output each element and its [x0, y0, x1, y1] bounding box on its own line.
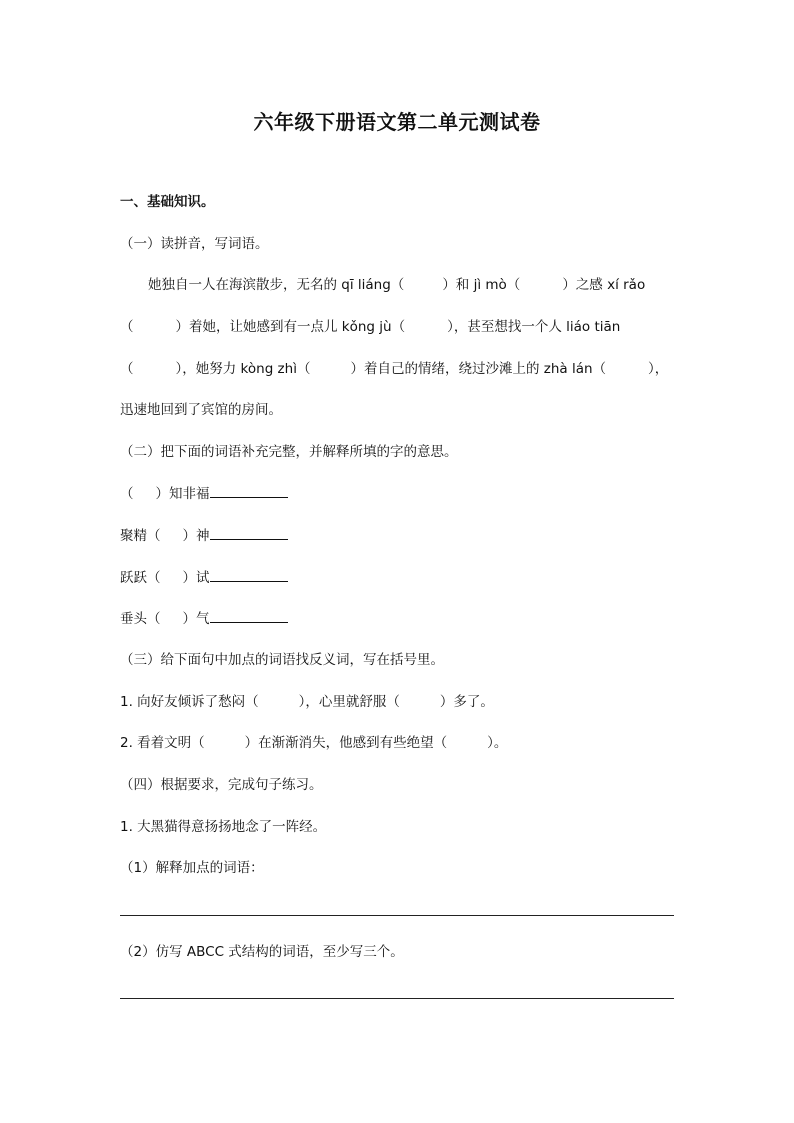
antonym-question-2: 2. 看着文明（ ）在渐渐消失，他感到有些绝望（ ）。	[120, 735, 508, 751]
pinyin-text: 她独自一人在海滨散步，无名的 qī liáng（	[148, 277, 405, 293]
idiom-text: ）神	[182, 528, 210, 544]
idiom-item	[120, 525, 288, 546]
part3-heading: （三）给下面句中加点的词语找反义词，写在括号里。	[120, 652, 444, 668]
idiom-text: ）知非福	[155, 486, 210, 502]
idiom-text: ）气	[182, 611, 210, 627]
explanation-line[interactable]	[210, 567, 288, 582]
answer-line[interactable]	[120, 998, 674, 999]
pinyin-line-3	[120, 359, 690, 379]
idiom-text: 跃跃（	[120, 570, 161, 586]
part4-heading: （四）根据要求，完成句子练习。	[120, 777, 323, 793]
sub-question-2: （2）仿写 ABCC 式结构的词语，至少写三个。	[120, 944, 404, 960]
idiom-text: （	[120, 486, 134, 502]
idiom-item	[120, 483, 288, 504]
explanation-line[interactable]	[210, 483, 288, 498]
page-title: 六年级下册语文第二单元测试卷	[253, 110, 541, 134]
pinyin-text: （ ）着她，让她感到有一点儿 kǒng jù（ ），甚至想找一个人 liáo tiān	[120, 319, 621, 335]
answer-line[interactable]	[120, 915, 674, 916]
pinyin-text: ）之感 xí rǎo	[562, 277, 646, 293]
explanation-line[interactable]	[210, 525, 288, 540]
pinyin-text: ）和 jì mò（	[442, 277, 521, 293]
sub-question-1: （1）解释加点的词语：	[120, 860, 264, 876]
pinyin-text: （ ），她努力 kòng zhì（ ）着自己的情绪，绕过沙滩上的 zhà lán（ ），	[120, 361, 669, 377]
idiom-item	[120, 608, 288, 629]
section-heading-basics: 一、基础知识。	[120, 194, 215, 210]
idiom-item	[120, 567, 288, 588]
sentence-question-1: 1. 大黑猫得意扬扬地念了一阵经。	[120, 819, 327, 835]
part2-heading: （二）把下面的词语补充完整，并解释所填的字的意思。	[120, 444, 458, 460]
antonym-question-1: 1. 向好友倾诉了愁闷（ ），心里就舒服（ ）多了。	[120, 694, 494, 710]
explanation-line[interactable]	[210, 608, 288, 623]
part1-heading: （一）读拼音，写词语。	[120, 236, 269, 252]
idiom-text: ）试	[182, 570, 210, 586]
pinyin-line-1	[148, 275, 645, 295]
idiom-text: 垂头（	[120, 611, 161, 627]
idiom-text: 聚精（	[120, 528, 161, 544]
pinyin-line-4: 迅速地回到了宾馆的房间。	[120, 402, 282, 418]
pinyin-line-2	[120, 317, 674, 337]
